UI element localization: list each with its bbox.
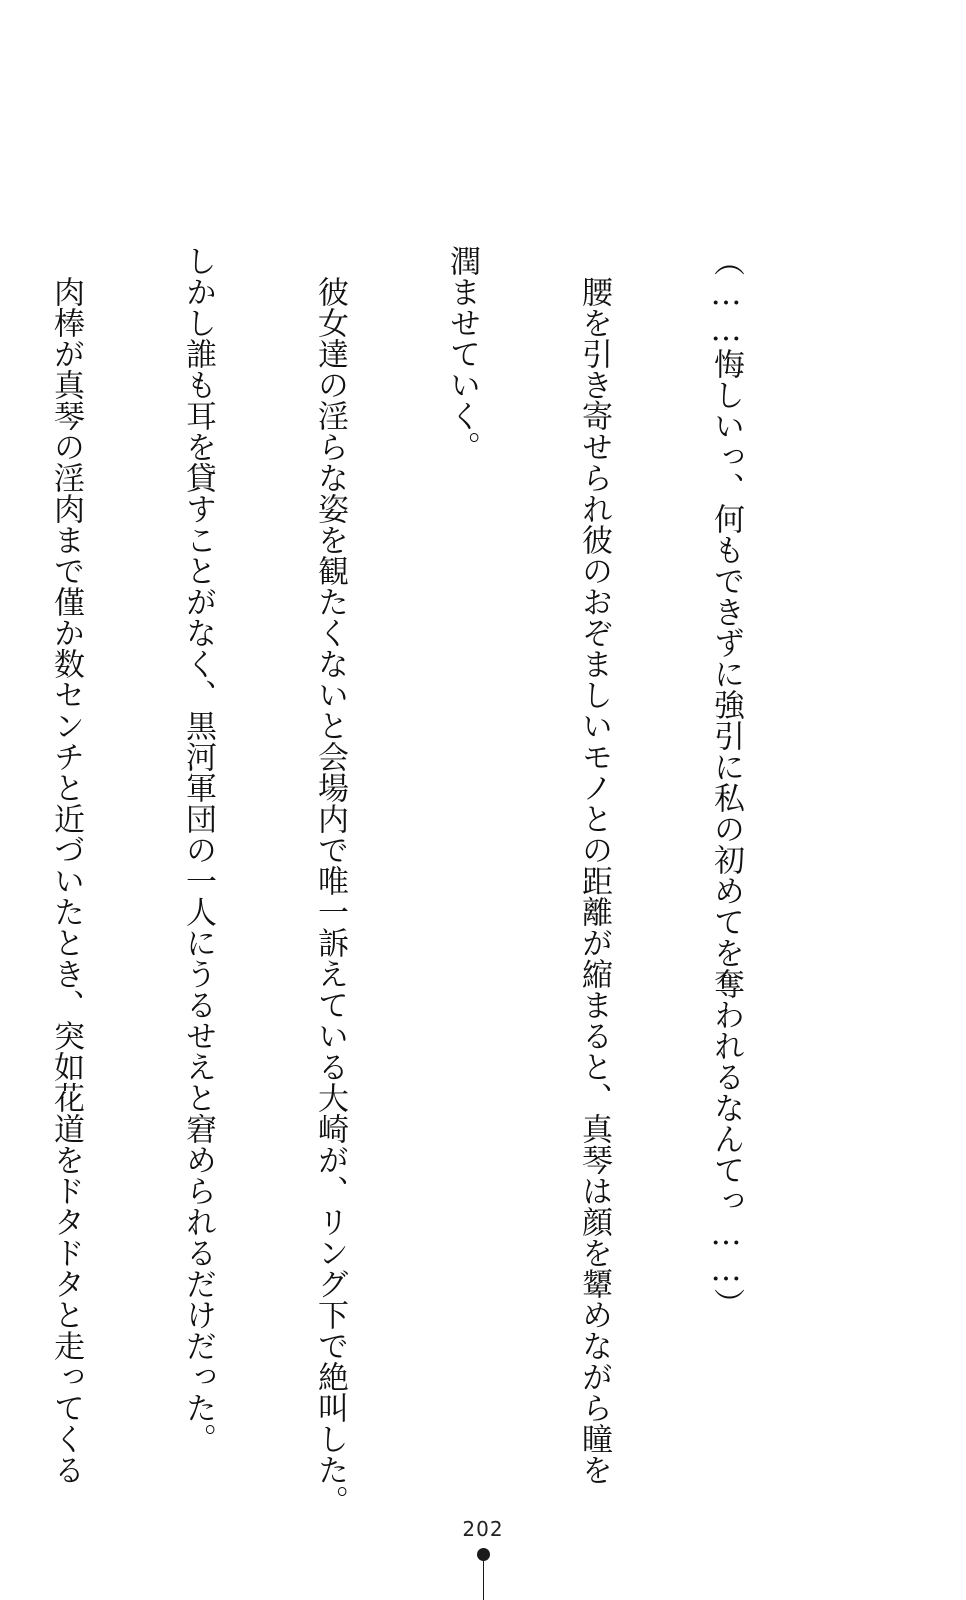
text-line: 彼女達の淫らな姿を観たくないと会場内で唯一訴えている大崎が、リング下で絶叫した。 (312, 245, 348, 1516)
text-line: （……悔しいっ、何もできずに強引に私の初めてを奪われるなんてっ……） (708, 245, 744, 1319)
text-line: 肉棒が真琴の淫肉まで僅か数センチと近づいたとき、突如花道をドタドタと走ってくる (48, 245, 84, 1485)
page-marker-line (483, 1559, 484, 1600)
text-line: しかし誰も耳を貸すことがなく、黒河軍団の一人にうるせえと窘められるだけだった。 (180, 245, 216, 1454)
vertical-text-block (0, 245, 836, 1516)
page-number: 202 (462, 1517, 504, 1541)
text-line: 腰を引き寄せられ彼のおぞましいモノとの距離が縮まると、真琴は顔を顰めながら瞳を (576, 245, 612, 1485)
text-line: 潤ませていく。 (444, 245, 480, 462)
